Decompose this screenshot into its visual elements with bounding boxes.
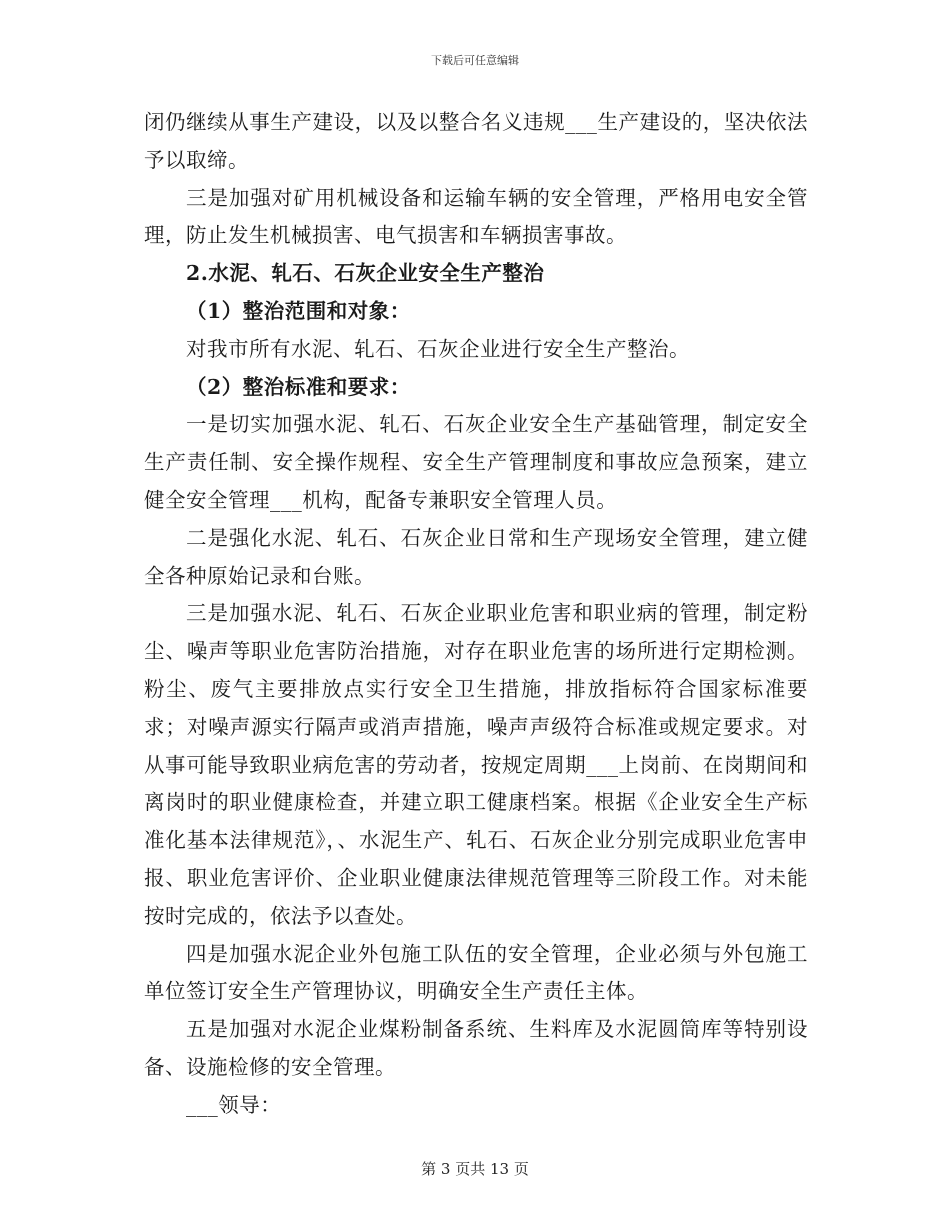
paragraph: 二是强化水泥、轧石、石灰企业日常和生产现场安全管理，建立健全各种原始记录和台账。 [144,525,808,588]
paragraph: 对我市所有水泥、轧石、石灰企业进行安全生产整治。 [186,336,690,361]
paragraph: 闭仍继续从事生产建设，以及以整合名义违规___生产建设的，坚决依法予以取缔。 [144,110,808,172]
paragraph: 五是加强对水泥企业煤粉制备系统、生料库及水泥圆筒库等特别设备、设施检修的安全管理。 [144,1017,808,1079]
paragraph: 四是加强水泥企业外包施工队伍的安全管理，企业必须与外包施工单位签订安全生产管理协议，明确安全生产责任主体。 [144,941,808,1004]
subsection-heading: （1）整治范围和对象： [186,298,411,323]
section-heading: 2.水泥、轧石、石灰企业安全生产整治 [186,261,545,286]
subsection-heading: （2）整治标准和要求： [186,374,411,399]
page-footer: 第 3 页共 13 页 [421,1160,529,1178]
paragraph: 三是加强水泥、轧石、石灰企业职业危害和职业病的管理，制定粉尘、噪声等职业危害防治措施，对存在职业危害的场所进行定期检测。粉尘、废气主要排放点实行安全卫生措施，排放指标符合国家标准要求；对噪声源实行隔声或消声措施，噪声声级符合标准或规定要求。对从事可能导致职业病危害的劳动者，按规定周期___上岗前、在岗期间和离岗时的职业健康检查，并建立职工健康档案。根据《企业安全生产标准化基本法律规范》，、水泥生产、轧石、石灰企业分别完成职业危害申报、职业危害评价、企业职业健康法律规范管理等三阶段工作。对未能按时完成的，依法予以查处。 [144,601,808,928]
document-body [144,104,808,1125]
page-header: 下载后可任意编辑 [431,54,519,67]
paragraph: 三是加强对矿用机械设备和运输车辆的安全管理，严格用电安全管理，防止发生机械损害、电气损害和车辆损害事故。 [144,185,808,248]
paragraph: ___领导： [186,1092,282,1117]
paragraph: 一是切实加强水泥、轧石、石灰企业安全生产基础管理，制定安全生产责任制、安全操作规程、安全生产管理制度和事故应急预案，建立健全安全管理___机构，配备专兼职安全管理人员。 [144,412,808,512]
